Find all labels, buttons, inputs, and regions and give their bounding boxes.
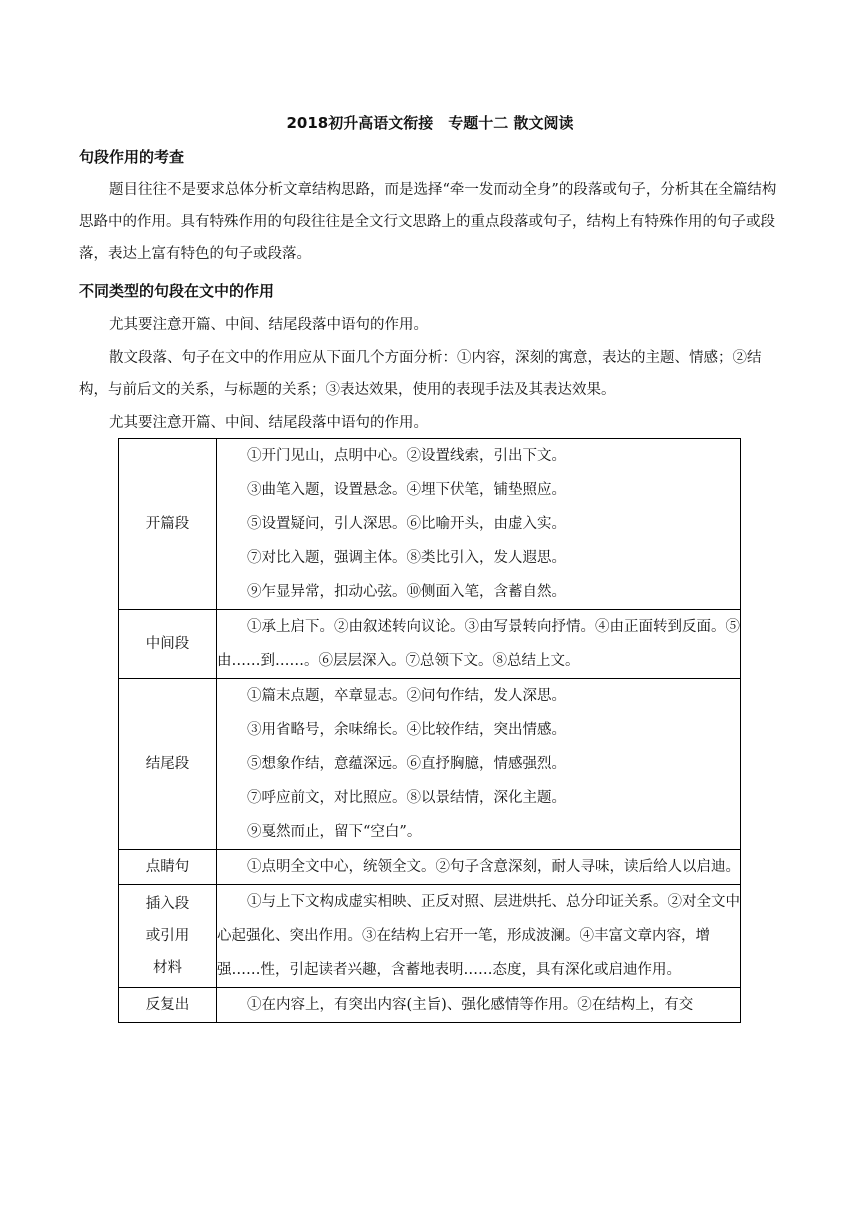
row-label: 开篇段 — [119, 439, 217, 610]
list-item: ⑨乍显异常，扣动心弦。⑩侧面入笔，含蓄自然。 — [247, 584, 566, 600]
list-item: ①开门见山，点明中心。②设置线索，引出下文。 — [247, 448, 566, 464]
paragraph-attention-2: 尤其要注意开篇、中间、结尾段落中语句的作用。 — [109, 415, 428, 431]
paragraph-sentence-function: 题目往往不是要求总体分析文章结构思路，而是选择“牵一发而动全身”的段落或句子，分析其在全篇结构思路中的作用。具有特殊作用的句段往往是全文行文思路上的重点段落或句子，结构上有特殊作用的句子或段落，表达上富有特色的句子或段落。 — [79, 182, 777, 262]
row-label-line: 材料 — [153, 960, 182, 976]
list-item: ⑦对比入题，强调主体。⑧类比引入，发人遐思。 — [247, 550, 566, 566]
row-content — [217, 679, 741, 850]
paragraph-attention-1: 尤其要注意开篇、中间、结尾段落中语句的作用。 — [109, 317, 428, 333]
row-label-line: 插入段 — [145, 896, 190, 912]
section-heading-sentence-function: 句段作用的考查 — [79, 148, 185, 166]
row-content — [217, 885, 741, 988]
table-row — [119, 679, 741, 850]
table-row — [119, 439, 741, 610]
list-item: ⑤想象作结，意蕴深远。⑥直抒胸臆，情感强烈。 — [247, 756, 566, 772]
list-item: ⑦呼应前文，对比照应。⑧以景结情，深化主题。 — [247, 790, 566, 806]
row-content — [217, 439, 741, 610]
row-label: 反复出 — [119, 988, 217, 1023]
list-item: ①承上启下。②由叙述转向议论。③由写景转向抒情。④由正面转到反面。⑤由……到……。⑥层层深入。⑦总领下文。⑧总结上文。 — [217, 619, 740, 669]
list-item: ①在内容上，有突出内容(主旨)、强化感情等作用。②在结构上，有交 — [247, 997, 694, 1013]
function-table — [118, 438, 741, 1023]
section-heading-types: 不同类型的句段在文中的作用 — [79, 282, 275, 300]
table-row — [119, 610, 741, 679]
paragraph-analysis: 散文段落、句子在文中的作用应从下面几个方面分析：①内容，深刻的寓意，表达的主题、情感；②结构，与前后文的关系，与标题的关系；③表达效果，使用的表现手法及其表达效果。 — [79, 350, 762, 398]
row-label: 点睛句 — [119, 850, 217, 885]
list-item: ⑤设置疑问，引人深思。⑥比喻开头，由虚入实。 — [247, 516, 566, 532]
list-item: ①篇末点题，卒章显志。②问句作结，发人深思。 — [247, 688, 566, 704]
row-content — [217, 988, 741, 1023]
row-label: 结尾段 — [119, 679, 217, 850]
row-label — [119, 885, 217, 988]
row-content — [217, 850, 741, 885]
list-item: ③曲笔入题，设置悬念。④埋下伏笔，铺垫照应。 — [247, 482, 566, 498]
table-row — [119, 885, 741, 988]
table-row — [119, 850, 741, 885]
document-title: 2018初升高语文衔接 专题十二 散文阅读 — [286, 114, 574, 132]
list-item: ①与上下文构成虚实相映、正反对照、层进烘托、总分印证关系。②对全文中心起强化、突出作用。③在结构上宕开一笔，形成波澜。④丰富文章内容，增强……性，引起读者兴趣，含蓄地表明……态度，具有深化或启迪作用。 — [217, 894, 740, 978]
row-label: 中间段 — [119, 610, 217, 679]
table-row — [119, 988, 741, 1023]
list-item: ⑨戛然而止，留下“空白”。 — [247, 824, 422, 840]
row-label-line: 或引用 — [145, 928, 190, 944]
row-content — [217, 610, 741, 679]
list-item: ①点明全文中心，统领全文。②句子含意深刻，耐人寻味，读后给人以启迪。 — [247, 859, 740, 875]
list-item: ③用省略号，余味绵长。④比较作结，突出情感。 — [247, 722, 566, 738]
